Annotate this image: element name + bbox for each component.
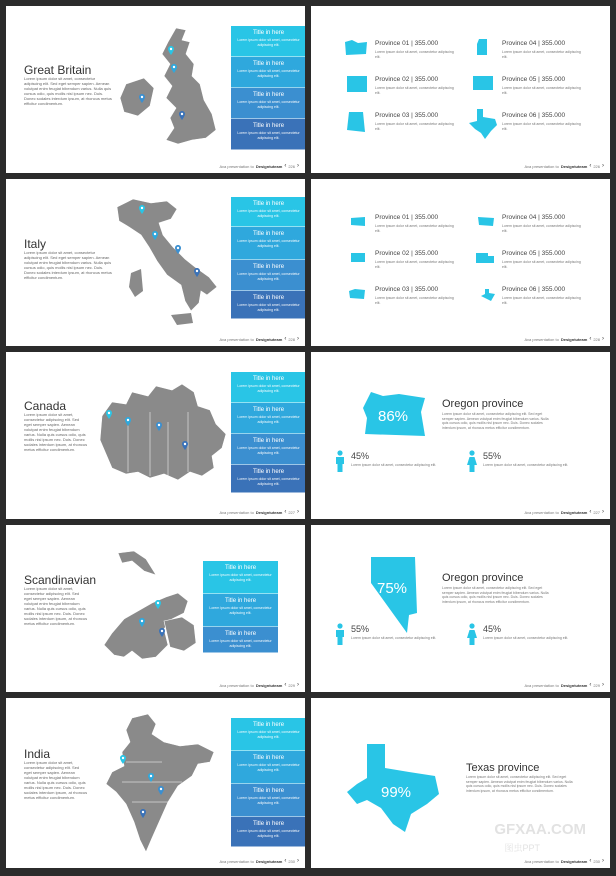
great-britain-map xyxy=(116,24,226,154)
stat-text: Lorem ipsum dolor sit amet, consectetur adipiscing elit. xyxy=(351,636,437,640)
next-arrow-icon[interactable]: › xyxy=(297,509,299,515)
province-title: Province 04 | 355.000 xyxy=(502,40,566,47)
province-title: Province 03 | 355.000 xyxy=(375,112,439,119)
country-title: Great Britain xyxy=(24,63,92,77)
province-title: Province 06 | 355.000 xyxy=(502,286,566,293)
body-text: Lorem ipsum dolor sit amet, consectetur adipiscing elit. Sed eget semper sapien. Aenean volutpat enim feugiat bibendum varius. Nulla quis cursus odio, quis mollis nisl ipsum nec. Duis. Donec sodales interdum ipsum, at rhoncus metus efficitur condimentum. xyxy=(24,586,88,626)
map-pin-icon xyxy=(158,786,164,795)
prev-arrow-icon[interactable]: ‹ xyxy=(589,163,592,169)
province-text: Lorem ipsum dolor sit amet, consectetur adipiscing elit. xyxy=(375,50,454,59)
prev-arrow-icon[interactable]: ‹ xyxy=(284,682,287,688)
title-box[interactable]: Title in here Lorem ipsum dolor sit amet, consectetur adipiscing elit. xyxy=(231,119,305,150)
prev-arrow-icon[interactable]: ‹ xyxy=(284,858,287,864)
country-title: Scandinavian xyxy=(24,573,97,587)
title-box[interactable]: Title in here Lorem ipsum dolor sit amet, consectetur adipiscing elit. xyxy=(231,291,305,319)
province-title: Province 01 | 355.000 xyxy=(375,40,439,47)
stat-text: Lorem ipsum dolor sit amet, consectetur adipiscing elit. xyxy=(483,463,569,467)
body-text: Lorem ipsum dolor sit amet, consectetur adipiscing elit. Sed eget semper sapien. Aenean volutpat enim feugiat bibendum varius. Nulla quis cursus odio, quis mollis nisl ipsum nec. Duis. Donec sodales interdum ipsum, at rhoncus metus efficitur condimentum. xyxy=(24,250,112,280)
map-pin-icon xyxy=(139,94,145,103)
province-title: Province 02 | 355.000 xyxy=(375,76,439,83)
italy-map xyxy=(111,195,223,335)
map-pin-icon xyxy=(152,231,158,240)
province-body: Lorem ipsum dolor sit amet, consectetur adipiscing elit. Sed eget semper sapien. Aenean volutpat enim feugiat bibendum varius. Nulla quis cursus odio, quis mollis nisl ipsum nec. Duis. Donec sodales interdum ipsum, at rhoncus metus efficitur condimentum. xyxy=(466,775,573,793)
slide-footer: Ava presentation to Designtuteam ‹ 230 › xyxy=(219,858,299,864)
map-pin-icon xyxy=(140,809,146,818)
slide-footer: Ava presentation to Designtuteam ‹ 229 › xyxy=(524,682,604,688)
slide-canada[interactable] xyxy=(6,352,305,519)
province-title: Province 04 | 355.000 xyxy=(502,214,566,221)
female-percentage: 55% xyxy=(483,451,502,461)
slide-great-britain[interactable] xyxy=(6,6,305,173)
prev-arrow-icon[interactable]: ‹ xyxy=(284,163,287,169)
canada-map xyxy=(98,382,228,492)
next-arrow-icon[interactable]: › xyxy=(602,336,604,342)
next-arrow-icon[interactable]: › xyxy=(297,682,299,688)
country-title: Italy xyxy=(24,237,47,251)
title-box[interactable]: Title in here Lorem ipsum dolor sit amet, consectetur adipiscing elit. xyxy=(231,372,305,403)
province-body: Lorem ipsum dolor sit amet, consectetur adipiscing elit. Sed eget semper sapien. Aenean volutpat enim feugiat bibendum varius. Nulla quis cursus odio, quis mollis nisl ipsum nec. Duis. Donec sodales interdum ipsum, at rhoncus metus efficitur condimentum. xyxy=(442,412,549,430)
watermark-sub: 图虫PPT xyxy=(504,843,540,853)
next-arrow-icon[interactable]: › xyxy=(602,509,604,515)
map-pin-icon xyxy=(171,64,177,73)
map-pin-icon xyxy=(179,111,185,120)
slide-footer: Ava presentation to Designtuteam ‹ 228 › xyxy=(219,336,299,342)
title-box[interactable]: Title in here Lorem ipsum dolor sit amet, consectetur adipiscing elit. xyxy=(231,260,305,291)
map-pin-icon xyxy=(175,245,181,254)
map-pin-icon xyxy=(139,618,145,627)
province-text: Lorem ipsum dolor sit amet, consectetur adipiscing elit. xyxy=(502,224,581,233)
province-title: Oregon province xyxy=(442,398,524,410)
prev-arrow-icon[interactable]: ‹ xyxy=(589,509,592,515)
female-person-icon xyxy=(467,623,477,645)
female-percentage: 45% xyxy=(483,624,502,634)
slide-provinces-2[interactable] xyxy=(311,179,610,346)
province-text: Lorem ipsum dolor sit amet, consectetur adipiscing elit. xyxy=(375,260,454,269)
title-box[interactable]: Title in here Lorem ipsum dolor sit amet, consectetur adipiscing elit. xyxy=(203,627,278,653)
slide-footer: Ava presentation to Designtuteam ‹ 227 › xyxy=(219,509,299,515)
province-title: Province 06 | 355.000 xyxy=(502,112,566,119)
map-pin-icon xyxy=(106,410,112,419)
prev-arrow-icon[interactable]: ‹ xyxy=(284,509,287,515)
province-title: Province 02 | 355.000 xyxy=(375,250,439,257)
big-percentage: 99% xyxy=(381,784,412,801)
next-arrow-icon[interactable]: › xyxy=(602,858,604,864)
state-shape-icon xyxy=(347,112,365,132)
title-box[interactable]: Title in here Lorem ipsum dolor sit amet, consectetur adipiscing elit. xyxy=(231,26,305,57)
province-text: Lorem ipsum dolor sit amet, consectetur adipiscing elit. xyxy=(375,224,454,233)
big-percentage: 75% xyxy=(377,580,408,597)
province-title: Texas province xyxy=(466,762,540,774)
title-box[interactable]: Title in here Lorem ipsum dolor sit amet, consectetur adipiscing elit. xyxy=(231,197,305,227)
state-shape-icon xyxy=(481,289,495,301)
title-box[interactable]: Title in here Lorem ipsum dolor sit amet, consectetur adipiscing elit. xyxy=(203,561,278,594)
map-pin-icon xyxy=(148,773,154,782)
slide-oregon-1[interactable] xyxy=(311,352,610,519)
slide-provinces-1[interactable] xyxy=(311,6,610,173)
province-text: Lorem ipsum dolor sit amet, consectetur adipiscing elit. xyxy=(502,122,581,131)
title-box[interactable]: Title in here Lorem ipsum dolor sit amet, consectetur adipiscing elit. xyxy=(231,718,305,751)
title-box[interactable]: Title in here Lorem ipsum dolor sit amet, consectetur adipiscing elit. xyxy=(231,751,305,784)
body-text: Lorem ipsum dolor sit amet, consectetur adipiscing elit. Sed eget semper sapien. Aenean volutpat enim feugiat bibendum varius. Nulla quis cursus odio, quis mollis nisl ipsum nec. Duis. Donec sodales interdum ipsum, at rhoncus metus efficitur condimentum. xyxy=(24,760,88,800)
state-shape-icon xyxy=(478,217,494,226)
stat-text: Lorem ipsum dolor sit amet, consectetur adipiscing elit. xyxy=(351,463,437,467)
province-text: Lorem ipsum dolor sit amet, consectetur adipiscing elit. xyxy=(375,86,454,95)
state-shape-icon xyxy=(469,109,497,139)
slide-footer: Ava presentation to Designtuteam ‹ 228 › xyxy=(524,336,604,342)
prev-arrow-icon[interactable]: ‹ xyxy=(589,336,592,342)
map-pin-icon xyxy=(139,205,145,214)
female-person-icon xyxy=(467,450,477,472)
title-box[interactable]: Title in here Lorem ipsum dolor sit amet, consectetur adipiscing elit. xyxy=(231,57,305,88)
next-arrow-icon[interactable]: › xyxy=(297,163,299,169)
prev-arrow-icon[interactable]: ‹ xyxy=(284,336,287,342)
title-box[interactable]: Title in here Lorem ipsum dolor sit amet, consectetur adipiscing elit. xyxy=(231,403,305,434)
body-text: Lorem ipsum dolor sit amet, consectetur adipiscing elit. Sed eget semper sapien. Aenean volutpat enim feugiat bibendum varius. Nulla quis cursus odio, quis mollis nisl ipsum nec. Duis. Donec sodales interdum ipsum, at rhoncus metus efficitur condimentum. xyxy=(24,412,88,452)
state-shape-icon xyxy=(344,40,368,56)
map-pin-icon xyxy=(168,46,174,55)
state-shape-icon xyxy=(347,76,367,92)
province-title: Province 05 | 355.000 xyxy=(502,250,566,257)
province-body: Lorem ipsum dolor sit amet, consectetur adipiscing elit. Sed eget semper sapien. Aenean volutpat enim feugiat bibendum varius. Nulla quis cursus odio, quis mollis nisl ipsum nec. Duis. Donec sodales interdum ipsum, at rhoncus metus efficitur condimentum. xyxy=(442,586,549,604)
title-box[interactable]: Title in here Lorem ipsum dolor sit amet, consectetur adipiscing elit. xyxy=(231,465,305,493)
slide-italy[interactable] xyxy=(6,179,305,346)
map-pin-icon xyxy=(125,417,131,426)
title-box[interactable]: Title in here Lorem ipsum dolor sit amet, consectetur adipiscing elit. xyxy=(231,817,305,847)
state-shape-icon xyxy=(351,217,365,226)
map-pin-icon xyxy=(194,268,200,277)
stat-text: Lorem ipsum dolor sit amet, consectetur adipiscing elit. xyxy=(483,636,569,640)
body-text: Lorem ipsum dolor sit amet, consectetur adipiscing elit. Sed eget semper sapien. Aenean volutpat enim feugiat bibendum varius. Nulla quis cursus odio, quis mollis nisl ipsum nec. Duis. Donec sodales interdum ipsum, at rhoncus metus efficitur condimentum. xyxy=(24,76,112,106)
province-text: Lorem ipsum dolor sit amet, consectetur adipiscing elit. xyxy=(375,296,454,305)
state-shape-icon xyxy=(473,76,493,90)
slide-footer: Ava presentation to Designtuteam ‹ 227 › xyxy=(524,509,604,515)
province-title: Oregon province xyxy=(442,572,524,584)
scandinavia-map xyxy=(98,547,208,667)
prev-arrow-icon[interactable]: ‹ xyxy=(589,682,592,688)
title-box[interactable]: Title in here Lorem ipsum dolor sit amet, consectetur adipiscing elit. xyxy=(231,784,305,817)
slide-footer: Ava presentation to Designtuteam ‹ 230 › xyxy=(524,858,604,864)
next-arrow-icon[interactable]: › xyxy=(297,858,299,864)
big-percentage: 86% xyxy=(378,408,409,425)
map-pin-icon xyxy=(120,755,126,764)
male-person-icon xyxy=(335,623,345,645)
country-title: India xyxy=(24,747,51,761)
slide-footer: Ava presentation to Designtuteam ‹ 226 › xyxy=(524,163,604,169)
male-person-icon xyxy=(335,450,345,472)
state-shape-icon xyxy=(351,253,365,262)
male-percentage: 55% xyxy=(351,624,370,634)
slide-footer: Ava presentation to Designtuteam ‹ 229 › xyxy=(219,682,299,688)
state-shape-icon xyxy=(349,289,365,299)
province-text: Lorem ipsum dolor sit amet, consectetur adipiscing elit. xyxy=(375,122,454,131)
slide-oregon-2[interactable] xyxy=(311,525,610,692)
province-title: Province 01 | 355.000 xyxy=(375,214,439,221)
title-box[interactable]: Title in here Lorem ipsum dolor sit amet, consectetur adipiscing elit. xyxy=(231,88,305,119)
map-pin-icon xyxy=(159,628,165,637)
map-pin-icon xyxy=(155,600,161,609)
slide-texas[interactable] xyxy=(311,698,610,868)
watermark-logo: GFXAA.COM xyxy=(494,821,586,838)
province-title: Province 03 | 355.000 xyxy=(375,286,439,293)
next-arrow-icon[interactable]: › xyxy=(602,682,604,688)
next-arrow-icon[interactable]: › xyxy=(297,336,299,342)
slide-footer: Ava presentation to Designtuteam ‹ 226 › xyxy=(219,163,299,169)
province-text: Lorem ipsum dolor sit amet, consectetur adipiscing elit. xyxy=(502,50,581,59)
province-title: Province 05 | 355.000 xyxy=(502,76,566,83)
map-pin-icon xyxy=(156,422,162,431)
state-shape-icon xyxy=(476,253,494,263)
male-percentage: 45% xyxy=(351,451,370,461)
title-box[interactable]: Title in here Lorem ipsum dolor sit amet, consectetur adipiscing elit. xyxy=(231,434,305,465)
slide-scandinavian[interactable] xyxy=(6,525,305,692)
province-text: Lorem ipsum dolor sit amet, consectetur adipiscing elit. xyxy=(502,86,581,95)
country-title: Canada xyxy=(24,399,67,413)
title-box[interactable]: Title in here Lorem ipsum dolor sit amet, consectetur adipiscing elit. xyxy=(203,594,278,627)
map-pin-icon xyxy=(182,441,188,450)
next-arrow-icon[interactable]: › xyxy=(602,163,604,169)
title-box[interactable]: Title in here Lorem ipsum dolor sit amet, consectetur adipiscing elit. xyxy=(231,227,305,260)
province-text: Lorem ipsum dolor sit amet, consectetur adipiscing elit. xyxy=(502,260,581,269)
state-shape-icon xyxy=(477,39,487,55)
province-text: Lorem ipsum dolor sit amet, consectetur adipiscing elit. xyxy=(502,296,581,305)
slide-india[interactable] xyxy=(6,698,305,868)
prev-arrow-icon[interactable]: ‹ xyxy=(589,858,592,864)
